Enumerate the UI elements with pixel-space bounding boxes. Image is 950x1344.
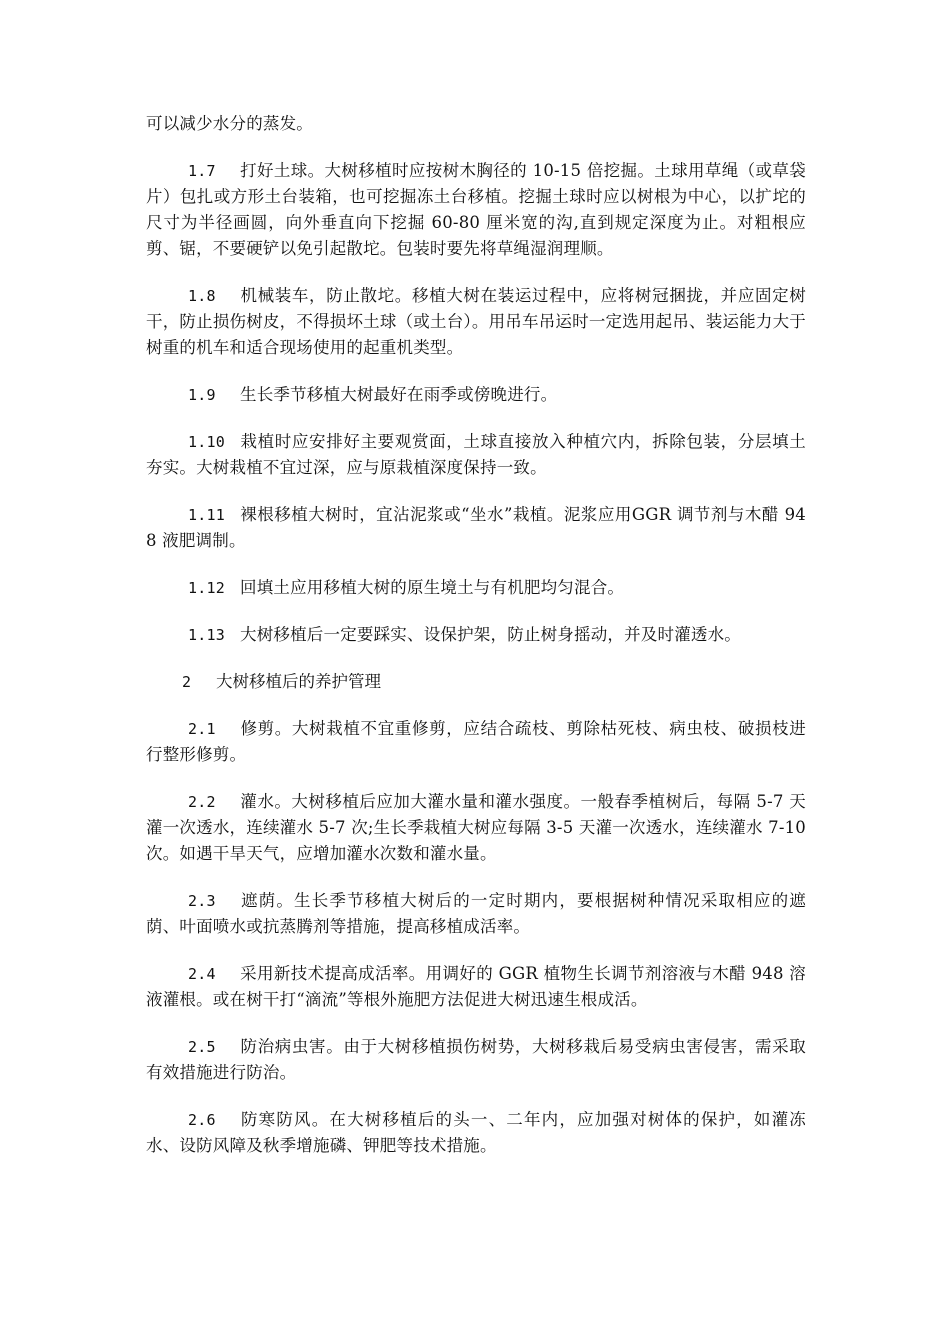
item-number: 2.6 — [188, 1111, 216, 1129]
item-text: 打好土球。大树移植时应按树木胸径的 10-15 倍挖掘。土球用草绳（或草袋片）包扎或方形土台装箱，也可挖掘冻土台移植。挖掘土球时应以树根为中心，以扩坨的尺寸为半径画圆，向外垂直向下挖掘 60-80 厘米宽的沟,直到规定深度为止。对粗根应剪、锯，不要硬铲以免引起散坨。包装时要先将草绳湿润理顺。 — [146, 161, 806, 258]
section-number: 2 — [182, 673, 192, 691]
section-heading — [146, 669, 806, 695]
item-text: 防治病虫害。由于大树移植损伤树势，大树移栽后易受病虫害侵害，需采取有效措施进行防治。 — [146, 1037, 806, 1082]
item-text: 回填土应用移植大树的原生境土与有机肥均匀混合。 — [240, 578, 625, 597]
section-title: 大树移植后的养护管理 — [216, 672, 381, 691]
item-text: 采用新技术提高成活率。用调好的 GGR 植物生长调节剂溶液与木醋 948 溶液灌根。或在树干打“滴流”等根外施肥方法促进大树迅速生根成活。 — [146, 964, 806, 1009]
item-number: 2.2 — [188, 793, 216, 811]
paragraph-2-3 — [146, 888, 806, 940]
item-number: 1.10 — [188, 433, 225, 451]
item-text: 遮荫。生长季节移植大树后的一定时期内，要根据树种情况采取相应的遮荫、叶面喷水或抗蒸腾剂等措施，提高移植成活率。 — [146, 891, 806, 936]
paragraph-2-6 — [146, 1107, 806, 1159]
item-text: 大树移植后一定要踩实、设保护架，防止树身摇动，并及时灌透水。 — [240, 625, 741, 644]
item-number: 1.11 — [188, 506, 225, 524]
intro-paragraph: 可以减少水分的蒸发。 — [146, 114, 313, 133]
paragraph-2-4 — [146, 961, 806, 1013]
item-text: 裸根移植大树时，宜沾泥浆或“坐水”栽植。泥浆应用GGR 调节剂与木醋 948 液肥调制。 — [146, 505, 806, 550]
item-text: 防寒防风。在大树移植后的头一、二年内，应加强对树体的保护，如灌冻水、设防风障及秋季增施磷、钾肥等技术措施。 — [146, 1110, 806, 1155]
item-text: 灌水。大树移植后应加大灌水量和灌水强度。一般春季植树后，每隔 5-7 天灌一次透水，连续灌水 5-7 次;生长季栽植大树应每隔 3-5 天灌一次透水，连续灌水 7-10 次。如遇干旱天气，应增加灌水次数和灌水量。 — [146, 792, 806, 863]
item-number: 1.12 — [188, 579, 225, 597]
item-number: 1.7 — [188, 162, 216, 180]
item-text: 修剪。大树栽植不宜重修剪，应结合疏枝、剪除枯死枝、病虫枝、破损枝进行整形修剪。 — [146, 719, 806, 764]
paragraph-1-9 — [146, 382, 806, 408]
paragraph-2-5 — [146, 1034, 806, 1086]
item-number: 1.13 — [188, 626, 225, 644]
paragraph-1-10 — [146, 429, 806, 481]
item-text: 栽植时应安排好主要观赏面，土球直接放入种植穴内，拆除包装，分层填土夯实。大树栽植不宜过深，应与原栽植深度保持一致。 — [146, 432, 806, 477]
paragraph-2-2 — [146, 789, 806, 867]
item-text: 机械装车，防止散坨。移植大树在装运过程中，应将树冠捆拢，并应固定树干，防止损伤树皮，不得损坏土球（或土台）。用吊车吊运时一定选用起吊、装运能力大于树重的机车和适合现场使用的起重机类型。 — [146, 286, 806, 357]
item-number: 2.1 — [188, 720, 216, 738]
item-number: 2.5 — [188, 1038, 216, 1056]
document-body — [146, 111, 806, 1180]
paragraph-1-11 — [146, 502, 806, 554]
paragraph-1-8 — [146, 283, 806, 361]
paragraph-1-7 — [146, 158, 806, 262]
item-number: 1.9 — [188, 386, 216, 404]
paragraph-2-1 — [146, 716, 806, 768]
item-number: 1.8 — [188, 287, 216, 305]
item-text: 生长季节移植大树最好在雨季或傍晚进行。 — [240, 385, 558, 404]
item-number: 2.4 — [188, 965, 216, 983]
paragraph-1-13 — [146, 622, 806, 648]
item-number: 2.3 — [188, 892, 216, 910]
paragraph-1-12 — [146, 575, 806, 601]
